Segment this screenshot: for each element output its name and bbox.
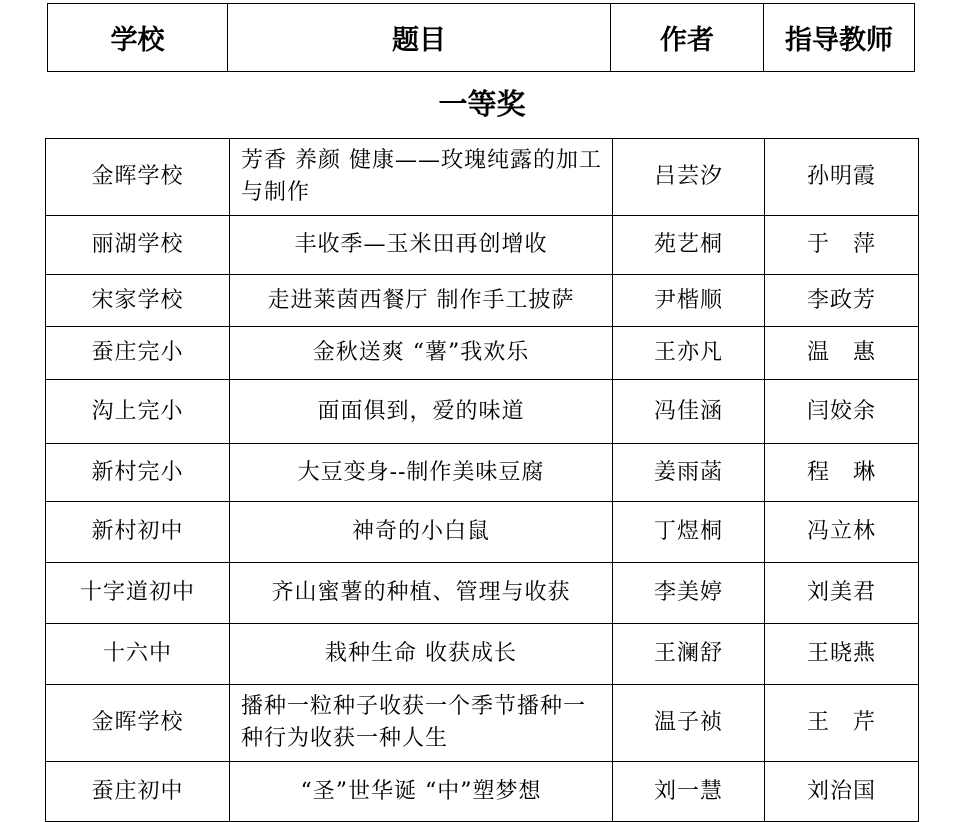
header-title: 题目 — [228, 4, 611, 72]
cell-teacher: 闫姣余 — [765, 380, 919, 444]
award-table-body — [46, 139, 919, 822]
cell-teacher: 冯立林 — [765, 502, 919, 563]
cell-author: 姜雨菡 — [613, 444, 765, 502]
cell-school: 沟上完小 — [46, 380, 230, 444]
cell-teacher: 于 萍 — [765, 216, 919, 275]
header-school: 学校 — [48, 4, 228, 72]
cell-school: 十六中 — [46, 624, 230, 685]
cell-teacher: 孙明霞 — [765, 139, 919, 216]
cell-school: 十字道初中 — [46, 563, 230, 624]
cell-title: 丰收季—玉米田再创增收 — [230, 216, 613, 275]
cell-school: 丽湖学校 — [46, 216, 230, 275]
cell-author: 丁煜桐 — [613, 502, 765, 563]
cell-author: 冯佳涵 — [613, 380, 765, 444]
cell-author: 王亦凡 — [613, 327, 765, 380]
cell-school: 新村完小 — [46, 444, 230, 502]
header-author: 作者 — [611, 4, 764, 72]
cell-title: 神奇的小白鼠 — [230, 502, 613, 563]
cell-teacher: 李政芳 — [765, 275, 919, 327]
section-title: 一等奖 — [438, 87, 526, 121]
cell-school: 金晖学校 — [46, 139, 230, 216]
table-row — [46, 327, 919, 380]
table-row — [46, 275, 919, 327]
table-row — [46, 216, 919, 275]
cell-teacher: 温 惠 — [765, 327, 919, 380]
cell-author: 尹楷顺 — [613, 275, 765, 327]
cell-title: 走进莱茵西餐厅 制作手工披萨 — [230, 275, 613, 327]
cell-title: 播种一粒种子收获一个季节播种一种行为收获一种人生 — [230, 685, 613, 762]
cell-title: 大豆变身--制作美味豆腐 — [230, 444, 613, 502]
cell-teacher: 王 芹 — [765, 685, 919, 762]
cell-title: “圣”世华诞 “中”塑梦想 — [230, 762, 613, 822]
table-row — [46, 139, 919, 216]
cell-teacher: 刘美君 — [765, 563, 919, 624]
cell-author: 李美婷 — [613, 563, 765, 624]
table-row — [46, 502, 919, 563]
table-row — [46, 624, 919, 685]
table-row — [46, 563, 919, 624]
cell-school: 蚕庄完小 — [46, 327, 230, 380]
cell-teacher: 程 琳 — [765, 444, 919, 502]
cell-teacher: 王晓燕 — [765, 624, 919, 685]
cell-author: 温子祯 — [613, 685, 765, 762]
cell-school: 金晖学校 — [46, 685, 230, 762]
cell-school: 新村初中 — [46, 502, 230, 563]
cell-author: 苑艺桐 — [613, 216, 765, 275]
cell-title: 栽种生命 收获成长 — [230, 624, 613, 685]
cell-title: 芳香 养颜 健康——玫瑰纯露的加工与制作 — [230, 139, 613, 216]
table-row — [46, 762, 919, 822]
cell-school: 宋家学校 — [46, 275, 230, 327]
cell-author: 刘一慧 — [613, 762, 765, 822]
cell-title: 金秋送爽 “薯”我欢乐 — [230, 327, 613, 380]
cell-author: 王澜舒 — [613, 624, 765, 685]
table-row — [46, 380, 919, 444]
award-table — [45, 138, 919, 822]
table-row — [46, 444, 919, 502]
cell-teacher: 刘治国 — [765, 762, 919, 822]
cell-school: 蚕庄初中 — [46, 762, 230, 822]
header-table — [47, 3, 915, 72]
cell-author: 吕芸汐 — [613, 139, 765, 216]
cell-title: 齐山蜜薯的种植、管理与收获 — [230, 563, 613, 624]
table-row — [46, 685, 919, 762]
header-row — [48, 4, 915, 72]
cell-title: 面面俱到，爱的味道 — [230, 380, 613, 444]
header-teacher: 指导教师 — [764, 4, 915, 72]
